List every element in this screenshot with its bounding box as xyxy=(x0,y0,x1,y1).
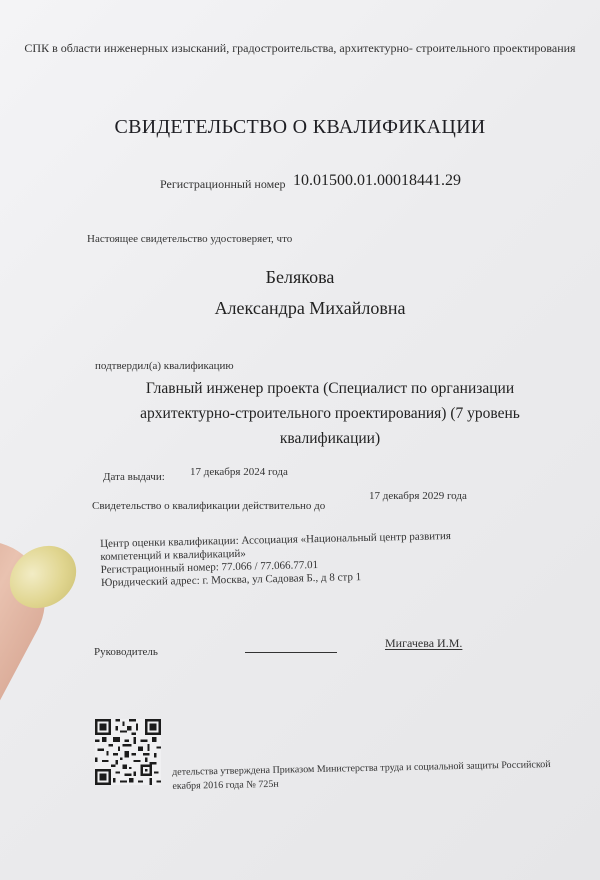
holder-surname: Белякова xyxy=(265,267,335,287)
document-title: СВИДЕТЕЛЬСТВО О КВАЛИФИКАЦИИ xyxy=(114,116,486,138)
issue-date: 17 декабря 2024 года xyxy=(190,466,288,478)
footer-line-1: детельства утверждена Приказом Министерства труда и социальной защиты Российской xyxy=(172,759,551,778)
intro-text: Настоящее свидетельство удостоверяет, что xyxy=(87,233,293,245)
head-label: Руководитель xyxy=(94,646,158,658)
validity-date: 17 декабря 2029 года xyxy=(369,490,467,502)
issue-date-label: Дата выдачи: xyxy=(103,471,165,483)
assessment-center-registration: Регистрационный номер: 77.066 / 77.066.77.01 xyxy=(100,559,319,576)
head-name: Мигачева И.М. xyxy=(385,636,463,650)
qualification-line-1: Главный инженер проекта (Специалист по организации xyxy=(145,380,515,397)
qualification-line-2: архитектурно-строительного проектирования) (7 уровень xyxy=(140,405,520,422)
organization-name: СПК в области инженерных изысканий, градостроительства, архитектурно- строительного проектирования xyxy=(24,41,576,55)
holder-given-names: Александра Михайловна xyxy=(214,298,406,318)
assessment-center-line-1: Центр оценки квалификации: Ассоциация «Национальный центр развития xyxy=(100,530,451,550)
confirmed-label: подтвердил(а) квалификацию xyxy=(95,360,234,372)
assessment-center-line-2: компетенций и квалификаций» xyxy=(100,547,246,563)
registration-number: 10.01500.01.00018441.29 xyxy=(293,172,461,189)
qualification-line-3: квалификации) xyxy=(279,430,381,447)
footer-note xyxy=(172,758,551,794)
assessment-center-block xyxy=(100,528,525,590)
validity-label: Свидетельство о квалификации действительно до xyxy=(92,500,326,512)
qr-code-icon xyxy=(95,716,161,788)
footer-line-2: екабря 2016 года № 725н xyxy=(172,778,279,792)
registration-label: Регистрационный номер xyxy=(160,177,286,191)
assessment-center-address: Юридический адрес: г. Москва, ул Садовая Б., д 8 стр 1 xyxy=(100,571,362,589)
signature-line xyxy=(245,652,337,653)
